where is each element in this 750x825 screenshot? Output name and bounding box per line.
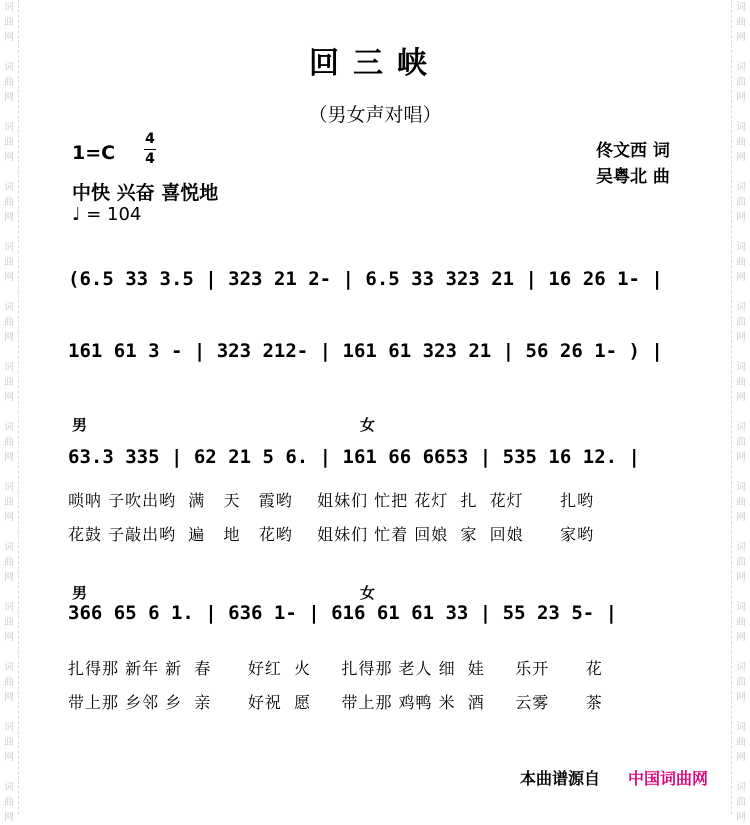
meter-bottom: 4 [145, 151, 155, 167]
voice-label-female-2: 女 [360, 584, 376, 602]
key-signature: 1=C [72, 142, 116, 164]
lyric-line-4: 带上那 乡邻 乡 亲 好祝 愿 带上那 鸡鸭 米 酒 云雾 茶 [68, 693, 603, 712]
metronome-mark: ♩ = 104 [72, 204, 142, 225]
tempo-marking: 中快 兴奋 喜悦地 [72, 182, 219, 204]
meter-top: 4 [145, 131, 155, 147]
lyric-line-3: 扎得那 新年 新 春 好红 火 扎得那 老人 细 娃 乐开 花 [68, 659, 603, 678]
footer-source-label: 本曲谱源自 [520, 769, 601, 788]
lyric-line-2: 花鼓 子敲出哟 遍 地 花哟 姐妹们 忙着 回娘 家 回娘 家哟 [68, 525, 595, 544]
lyricist: 佟文西 词 [596, 141, 670, 161]
song-title: 回三峡 [309, 46, 441, 81]
time-signature [144, 132, 156, 167]
score-line-4: 366 65 6 1. | 636 1- | 616 61 61 33 | 55 23 5- | [68, 602, 618, 624]
song-subtitle: （男女声对唱） [308, 104, 442, 126]
voice-label-male-2: 男 [72, 584, 88, 602]
left-watermark-strip: 词曲网 词曲网 词曲网 词曲网 词曲网 词曲网 词曲网 词曲网 词曲网 词曲网 词曲网 词曲网 词曲网 词曲网 [0, 0, 19, 814]
score-line-3: 63.3 335 | 62 21 5 6. | 161 66 6653 | 535 16 12. | [68, 446, 640, 468]
composer: 吴粤北 曲 [596, 167, 670, 187]
credits [596, 138, 670, 190]
voice-label-male: 男 [72, 416, 88, 434]
right-watermark-strip: 词曲网 词曲网 词曲网 词曲网 词曲网 词曲网 词曲网 词曲网 词曲网 词曲网 词曲网 词曲网 词曲网 词曲网 [731, 0, 750, 814]
score-line-1: (6.5 33 3.5 | 323 21 2- | 6.5 33 323 21 | 16 26 1- | [68, 268, 663, 290]
footer-site-link[interactable]: 中国词曲网 [628, 769, 709, 788]
score-line-2: 161 61 3 - | 323 212- | 161 61 323 21 | 56 26 1- ) | [68, 340, 663, 362]
voice-label-female: 女 [360, 416, 376, 434]
lyric-line-1: 唢呐 子吹出哟 满 天 霞哟 姐妹们 忙把 花灯 扎 花灯 扎哟 [68, 491, 595, 510]
